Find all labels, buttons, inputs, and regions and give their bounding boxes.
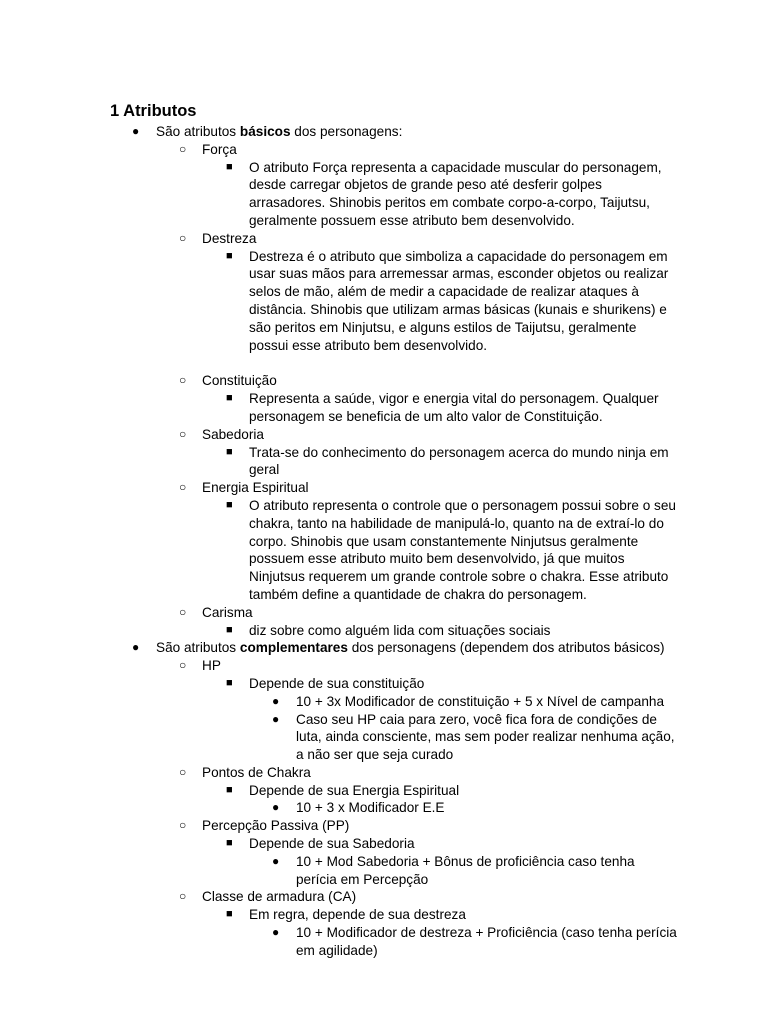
filled-circle-bullet-icon: ● [132,124,140,138]
list-item-sabedoria-desc: ■ Trata-se do conhecimento do personagem acerca do mundo ninja em geral [226,444,669,478]
filled-circle-bullet-icon: ● [272,693,280,708]
list-item-ca-formula: ● 10 + Modificador de destreza + Proficiência (caso tenha perícia em agilidade) [272,925,677,958]
blank-line [0,354,768,372]
square-bullet-icon: ■ [226,392,233,405]
square-bullet-icon: ■ [226,498,233,511]
list-item-sabedoria: ○ Sabedoria [179,426,264,442]
list-item-destreza: ○ Destreza [179,230,257,246]
list-item-basic-attributes: ● São atributos básicos dos personagens: [132,124,403,139]
square-bullet-icon: ■ [226,445,233,458]
list-item-pontos-de-chakra: ○ Pontos de Chakra [179,764,311,780]
list-item-forca: ○ Força [179,141,237,157]
list-item-hp: ○ HP [179,658,221,674]
list-item-complementary-attributes: ● São atributos complementares dos personagens (dependem dos atributos básicos) [132,640,665,656]
bold-term-basicos: básicos [239,124,291,139]
square-bullet-icon: ■ [226,783,233,796]
hollow-circle-bullet-icon: ○ [179,373,187,388]
list-item-hp-dependency: ■ Depende de sua constituição [226,675,425,691]
hollow-circle-bullet-icon: ○ [179,480,187,495]
list-item-pp-formula: ● 10 + Mod Sabedoria + Bônus de proficiência caso tenha perícia em Percepção [272,853,635,887]
square-bullet-icon: ■ [226,623,233,636]
hollow-circle-bullet-icon: ○ [179,889,187,904]
square-bullet-icon: ■ [226,908,233,921]
hollow-circle-bullet-icon: ○ [179,141,187,156]
square-bullet-icon: ■ [226,249,233,262]
list-item-hp-note: ● Caso seu HP caia para zero, você fica fora de condições de luta, ainda consciente, mas sem poder realizar nenhuma ação, a não ser que seja curado [272,711,675,763]
filled-circle-bullet-icon: ● [272,925,280,940]
filled-circle-bullet-icon: ● [132,640,140,655]
list-item-carisma-desc: ■ diz sobre como alguém lida com situações sociais [226,622,551,638]
list-item-pp-dependency: ■ Depende de sua Sabedoria [226,836,415,852]
list-item-forca-desc: ■ O atributo Força representa a capacidade muscular do personagem, desde carregar objetos de grande peso até desferir golpes arrasadores. Shinobis peritos em combate corpo-a-corpo, Taijutsu, geralmente possuem esse atributo bem desenvolvido. [226,159,662,228]
list-item-constituicao: ○ Constituição [179,373,277,389]
list-item-classe-de-armadura: ○ Classe de armadura (CA) [179,889,357,905]
hollow-circle-bullet-icon: ○ [179,658,187,673]
attributes-list [0,123,768,960]
list-item-destreza-desc: ■ Destreza é o atributo que simboliza a capacidade do personagem em usar suas mãos para arremessar armas, esconder objetos ou realizar selos de mão, além de medir a capacidade de realizar ataques à distância. Shinobis que utilizam armas básicas (kunais e shurikens) e são peritos em Ninjutsu, e alguns estilos de Taijutsu, geralmente possui esse atributo bem desenvolvido. [226,248,669,353]
list-item-hp-formula: ● 10 + 3x Modificador de constituição + 5 x Nível de campanha [272,693,665,709]
square-bullet-icon: ■ [226,676,233,689]
list-item-energia-espiritual: ○ Energia Espiritual [179,480,309,496]
list-item-chakra-dependency: ■ Depende de sua Energia Espiritual [226,782,460,798]
square-bullet-icon: ■ [226,160,233,173]
filled-circle-bullet-icon: ● [272,711,280,726]
hollow-circle-bullet-icon: ○ [179,604,187,619]
hollow-circle-bullet-icon: ○ [179,764,187,779]
list-item-constituicao-desc: ■ Representa a saúde, vigor e energia vital do personagem. Qualquer personagem se beneficia de um alto valor de Constituição. [226,391,659,424]
section-heading: 1 Atributos [110,102,197,120]
hollow-circle-bullet-icon: ○ [179,230,187,245]
list-item-energia-espiritual-desc: ■ O atributo representa o controle que o personagem possui sobre o seu chakra, tanto na habilidade de manipulá-lo, quanto na de extraí-lo do corpo. Shinobis que usam constantemente Ninjutsus geralmente possuem esse atributo muito bem desenvolvido, já que muitos Ninjutsus requerem um grande controle sobre o chakra. Esse atributo também define a quantidade de chakra do personagem. [226,497,676,602]
list-item-percepcao-passiva: ○ Percepção Passiva (PP) [179,818,350,834]
list-item-carisma: ○ Carisma [179,604,253,620]
bold-term-complementares: complementares [239,640,348,656]
filled-circle-bullet-icon: ● [272,853,280,868]
list-item-chakra-formula: ● 10 + 3 x Modificador E.E [272,800,445,816]
hollow-circle-bullet-icon: ○ [179,426,187,441]
hollow-circle-bullet-icon: ○ [179,818,187,833]
list-item-ca-dependency: ■ Em regra, depende de sua destreza [226,907,466,923]
filled-circle-bullet-icon: ● [272,800,280,815]
square-bullet-icon: ■ [226,837,233,850]
